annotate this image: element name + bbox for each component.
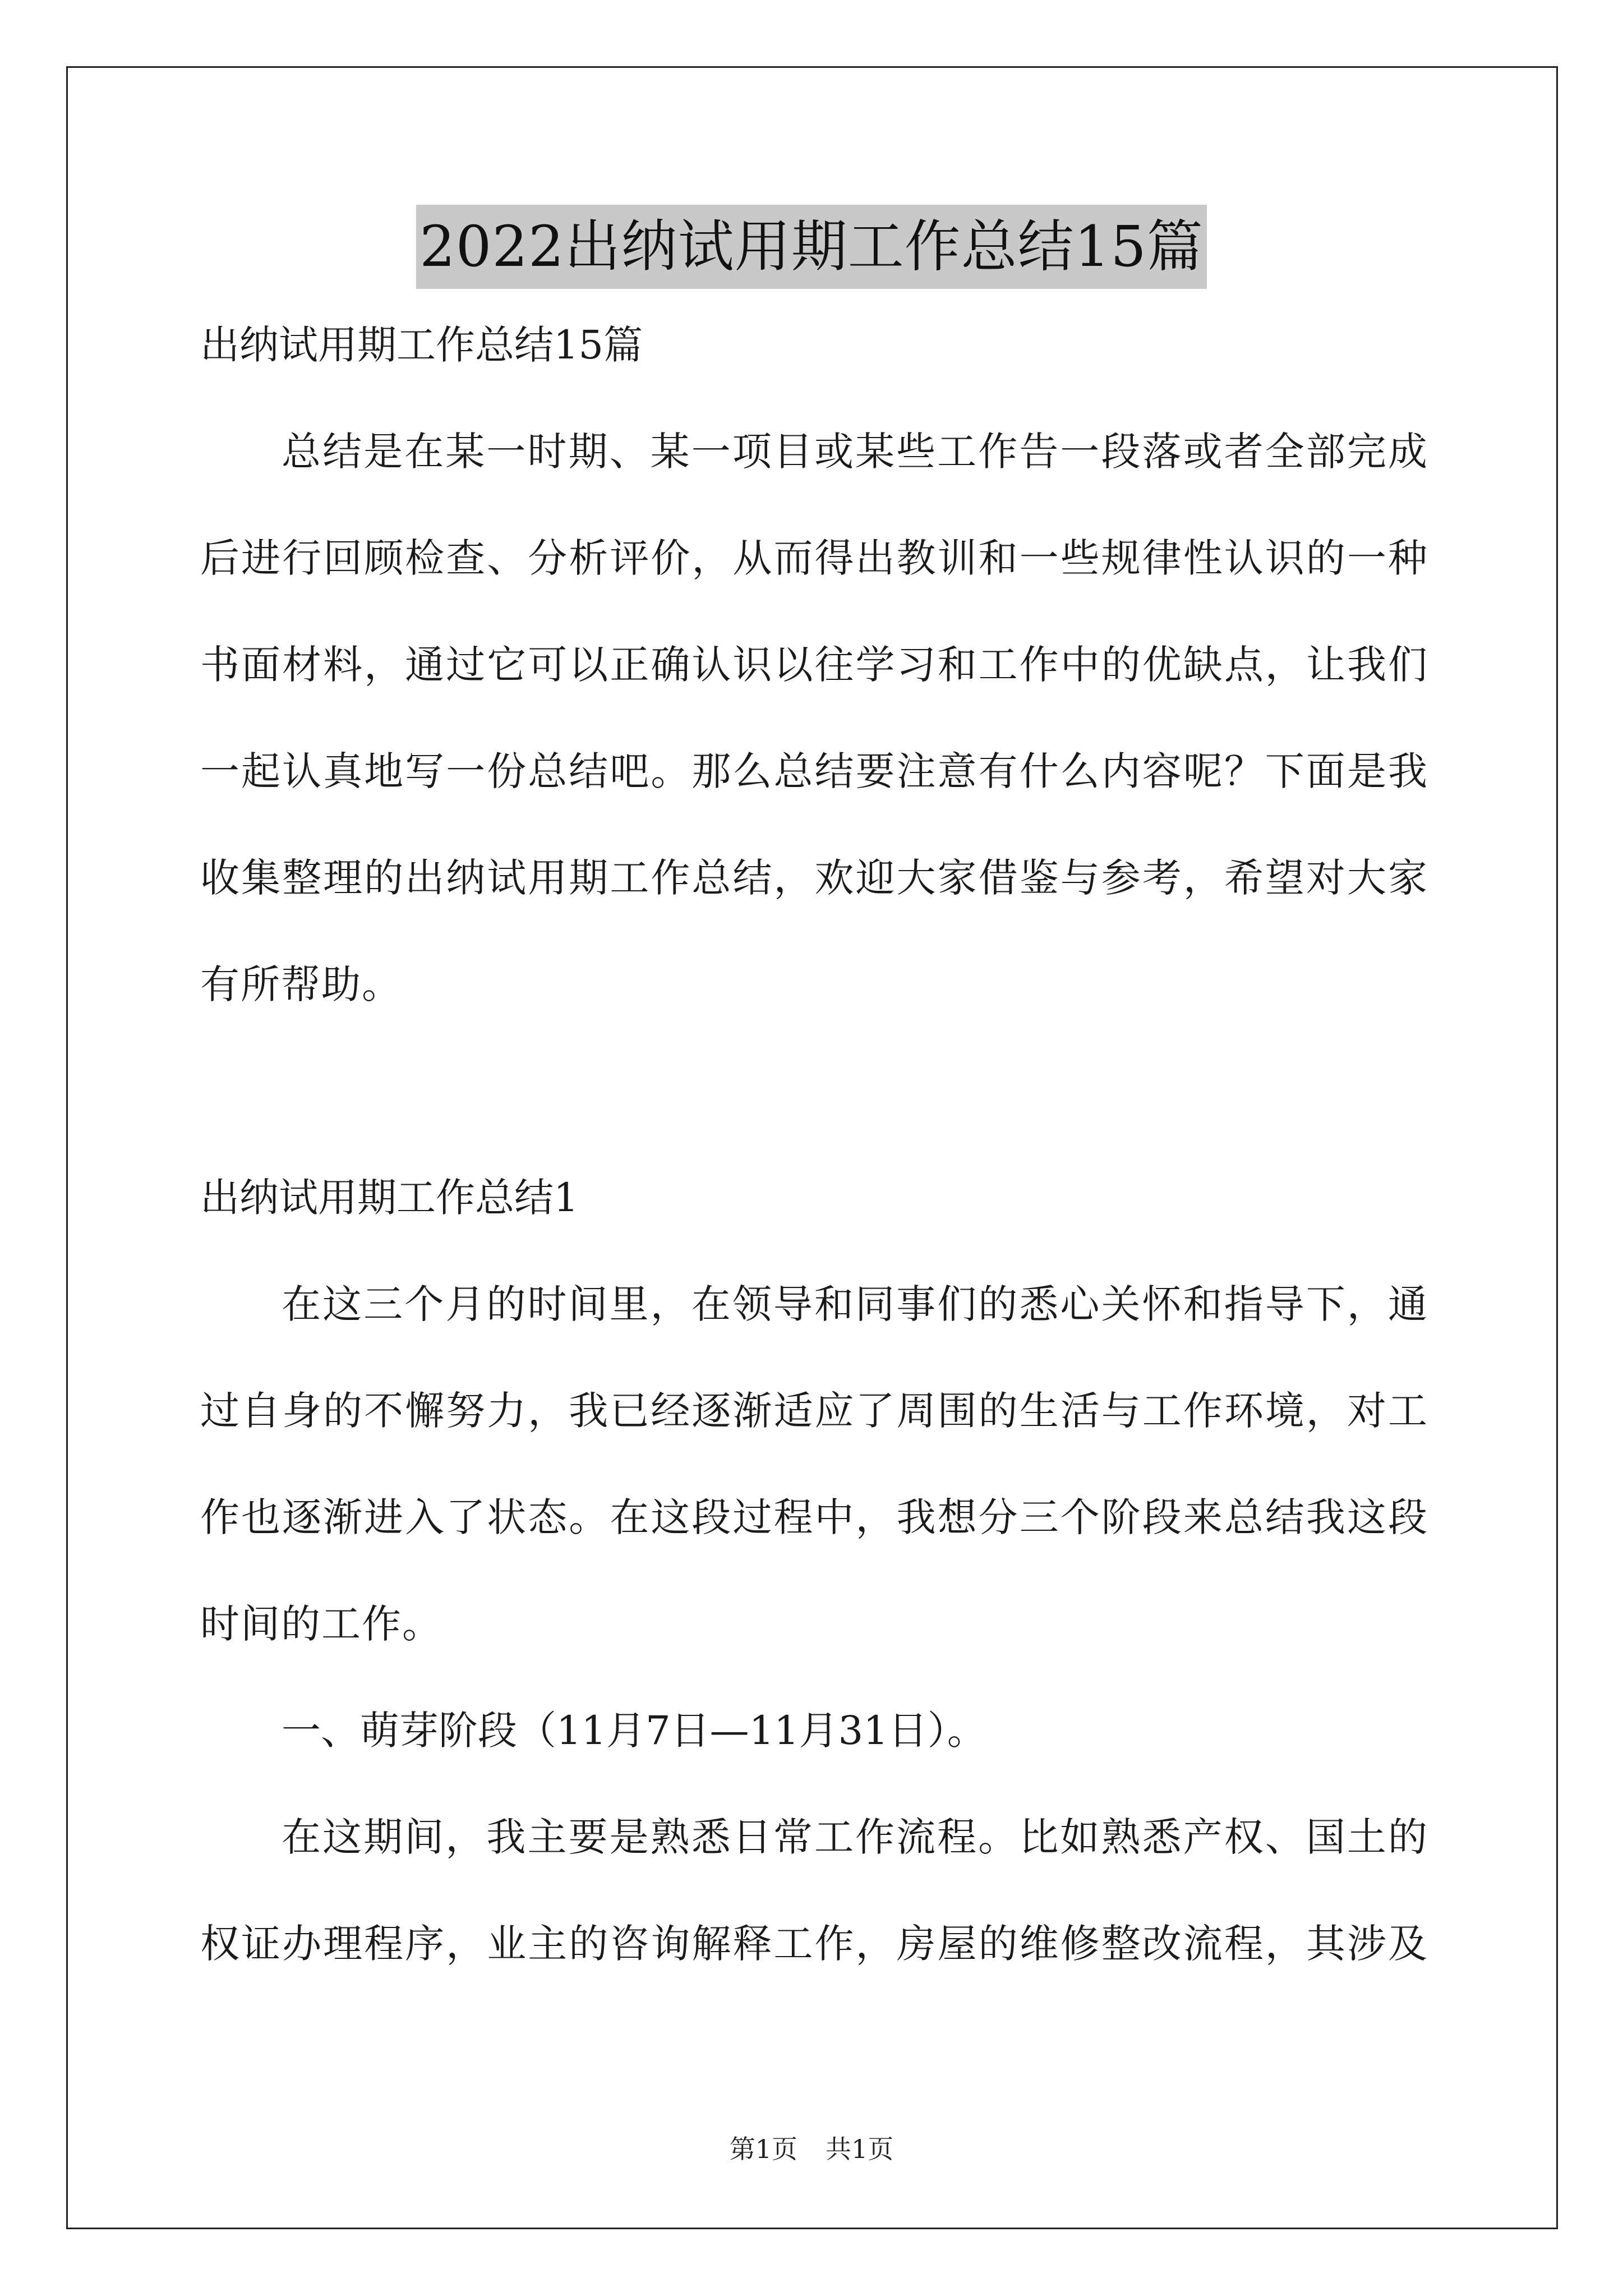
paragraph-line: 在这期间，我主要是熟悉日常工作流程。比如熟悉产权、国土的 xyxy=(282,1814,1428,1860)
subtitle: 出纳试用期工作总结15篇 xyxy=(200,322,643,368)
paragraph-line: 有所帮助。 xyxy=(200,961,402,1007)
paragraph-line: 过自身的不懈努力，我已经逐渐适应了周围的生活与工作环境，对工 xyxy=(200,1388,1428,1434)
title-container xyxy=(0,205,1623,289)
paragraph-line: 在这三个月的时间里，在领导和同事们的悉心关怀和指导下，通 xyxy=(282,1281,1428,1327)
intro-paragraph xyxy=(200,398,1428,1038)
paragraph-line: 一起认真地写一份总结吧。那么总结要注意有什么内容呢？下面是我 xyxy=(200,748,1428,794)
blank-line xyxy=(200,1038,1428,1144)
document-body xyxy=(200,292,1428,1997)
section1-paragraph xyxy=(200,1251,1428,1677)
paragraph-line: 书面材料，通过它可以正确认识以往学习和工作中的优缺点，让我们 xyxy=(200,642,1428,688)
paragraph-line: 时间的工作。 xyxy=(200,1601,442,1647)
paragraph-line: 作也逐渐进入了状态。在这段过程中，我想分三个阶段来总结我这段 xyxy=(200,1494,1428,1540)
stage1-paragraph xyxy=(200,1784,1428,1997)
section-heading: 出纳试用期工作总结1 xyxy=(200,1175,579,1221)
paragraph-line: 后进行回顾检查、分析评价，从而得出教训和一些规律性认识的一种 xyxy=(200,535,1428,581)
paragraph-line: 收集整理的出纳试用期工作总结，欢迎大家借鉴与参考，希望对大家 xyxy=(200,855,1428,901)
paragraph-line: 权证办理程序，业主的咨询解释工作，房屋的维修整改流程，其涉及 xyxy=(200,1921,1428,1967)
document-title: 2022出纳试用期工作总结15篇 xyxy=(416,205,1207,289)
page-total: 共1页 xyxy=(826,2134,894,2164)
paragraph-line: 总结是在某一时期、某一项目或某些工作告一段落或者全部完成 xyxy=(282,429,1428,475)
page-number: 第1页 xyxy=(729,2134,797,2164)
stage-heading: 一、萌芽阶段（11月7日—11月31日）。 xyxy=(282,1708,986,1754)
page-footer xyxy=(0,2129,1623,2166)
